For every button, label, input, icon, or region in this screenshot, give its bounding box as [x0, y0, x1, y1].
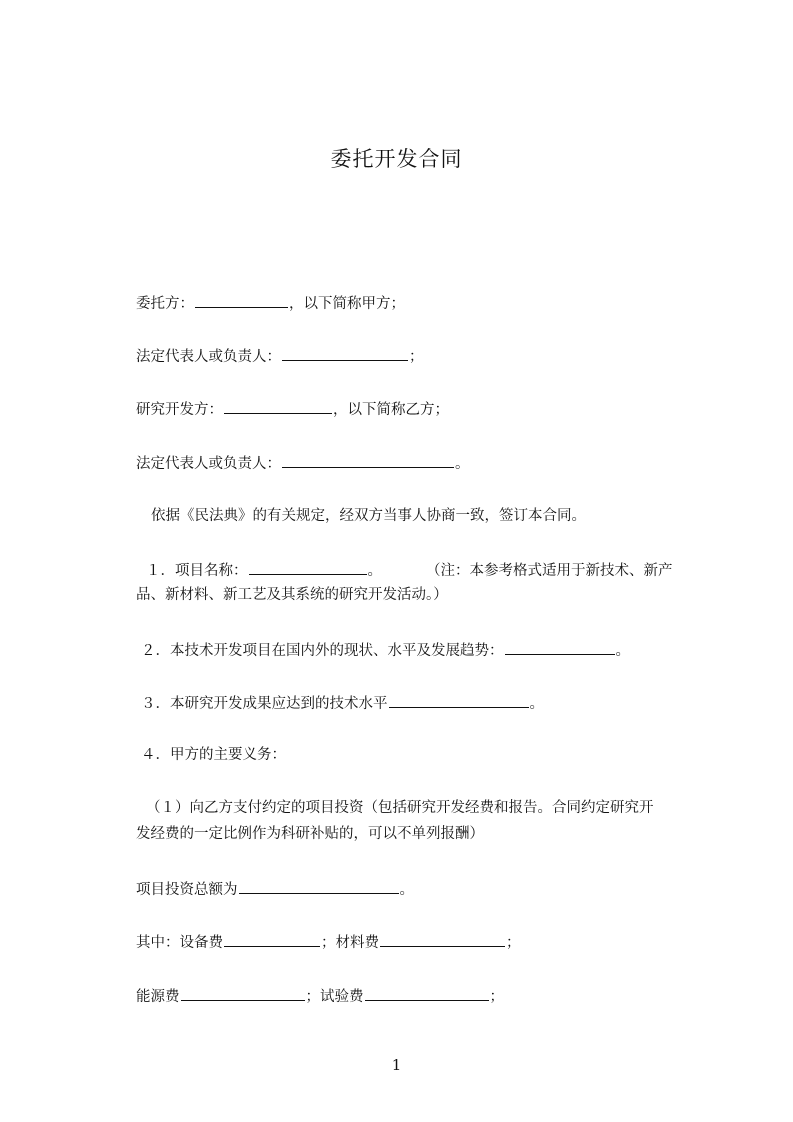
basis-line: 依据《民法典》的有关规定，经双方当事人协商一致，签订本合同。	[151, 508, 586, 524]
item1-blank[interactable]	[249, 559, 367, 575]
energy-label: 能源费	[136, 989, 180, 1005]
rep2-blank[interactable]	[282, 452, 454, 468]
item2-suffix: 。	[615, 643, 630, 659]
item3-suffix: 。	[529, 696, 544, 712]
developer-line	[136, 398, 449, 420]
developer-label: 研究开发方：	[136, 402, 223, 418]
total-suffix: 。	[399, 882, 414, 898]
client-representative-line	[136, 345, 424, 367]
item2-line	[141, 639, 630, 661]
item1-note-start: （注：本参考格式适用于新技术、新产	[426, 563, 673, 579]
item2-blank[interactable]	[505, 639, 615, 655]
rep2-label: 法定代表人或负责人：	[136, 456, 281, 472]
rep1-suffix: ；	[409, 349, 424, 365]
energy-suffix: ；	[489, 989, 504, 1005]
item4-line: ４．甲方的主要义务：	[141, 747, 286, 763]
rep2-suffix: 。	[455, 456, 470, 472]
item1-line	[146, 559, 673, 581]
energy-line	[136, 985, 504, 1007]
client-line	[136, 292, 405, 314]
sub1-line1: （１）向乙方支付约定的项目投资（包括研究开发经费和报告。合同约定研究开	[146, 800, 654, 816]
material-fee-blank[interactable]	[380, 931, 505, 947]
item1-suffix: 。	[367, 563, 382, 579]
among-sep: ；材料费	[321, 935, 379, 951]
client-suffix: ，以下简称甲方；	[289, 296, 405, 312]
among-line	[136, 931, 521, 953]
developer-representative-line	[136, 452, 470, 474]
developer-blank[interactable]	[224, 398, 332, 414]
item3-label: ３．本研究开发成果应达到的技术水平	[141, 696, 388, 712]
client-blank[interactable]	[195, 292, 288, 308]
item1-label: １．项目名称：	[146, 563, 248, 579]
rep1-blank[interactable]	[282, 345, 408, 361]
total-blank[interactable]	[239, 878, 399, 894]
developer-suffix: ，以下简称乙方；	[333, 402, 449, 418]
energy-sep: ；试验费	[305, 989, 364, 1005]
client-label: 委托方：	[136, 296, 194, 312]
among-label: 其中：设备费	[136, 935, 223, 951]
total-line	[136, 878, 414, 900]
item1-note-continuation: 品、新材料、新工艺及其系统的研究开发活动。）	[136, 587, 448, 603]
page-number: 1	[391, 1056, 402, 1074]
document-title: 委托开发合同	[330, 147, 463, 171]
test-fee-blank[interactable]	[365, 985, 489, 1001]
equipment-fee-blank[interactable]	[224, 931, 320, 947]
item2-label: ２．本技术开发项目在国内外的现状、水平及发展趋势：	[141, 643, 504, 659]
sub1-line2: 发经费的一定比例作为科研补贴的，可以不单列报酬）	[136, 826, 484, 842]
rep1-label: 法定代表人或负责人：	[136, 349, 281, 365]
among-suffix: ；	[506, 935, 521, 951]
item3-line	[141, 692, 544, 714]
energy-fee-blank[interactable]	[181, 985, 305, 1001]
total-label: 项目投资总额为	[136, 882, 238, 898]
item3-blank[interactable]	[389, 692, 529, 708]
